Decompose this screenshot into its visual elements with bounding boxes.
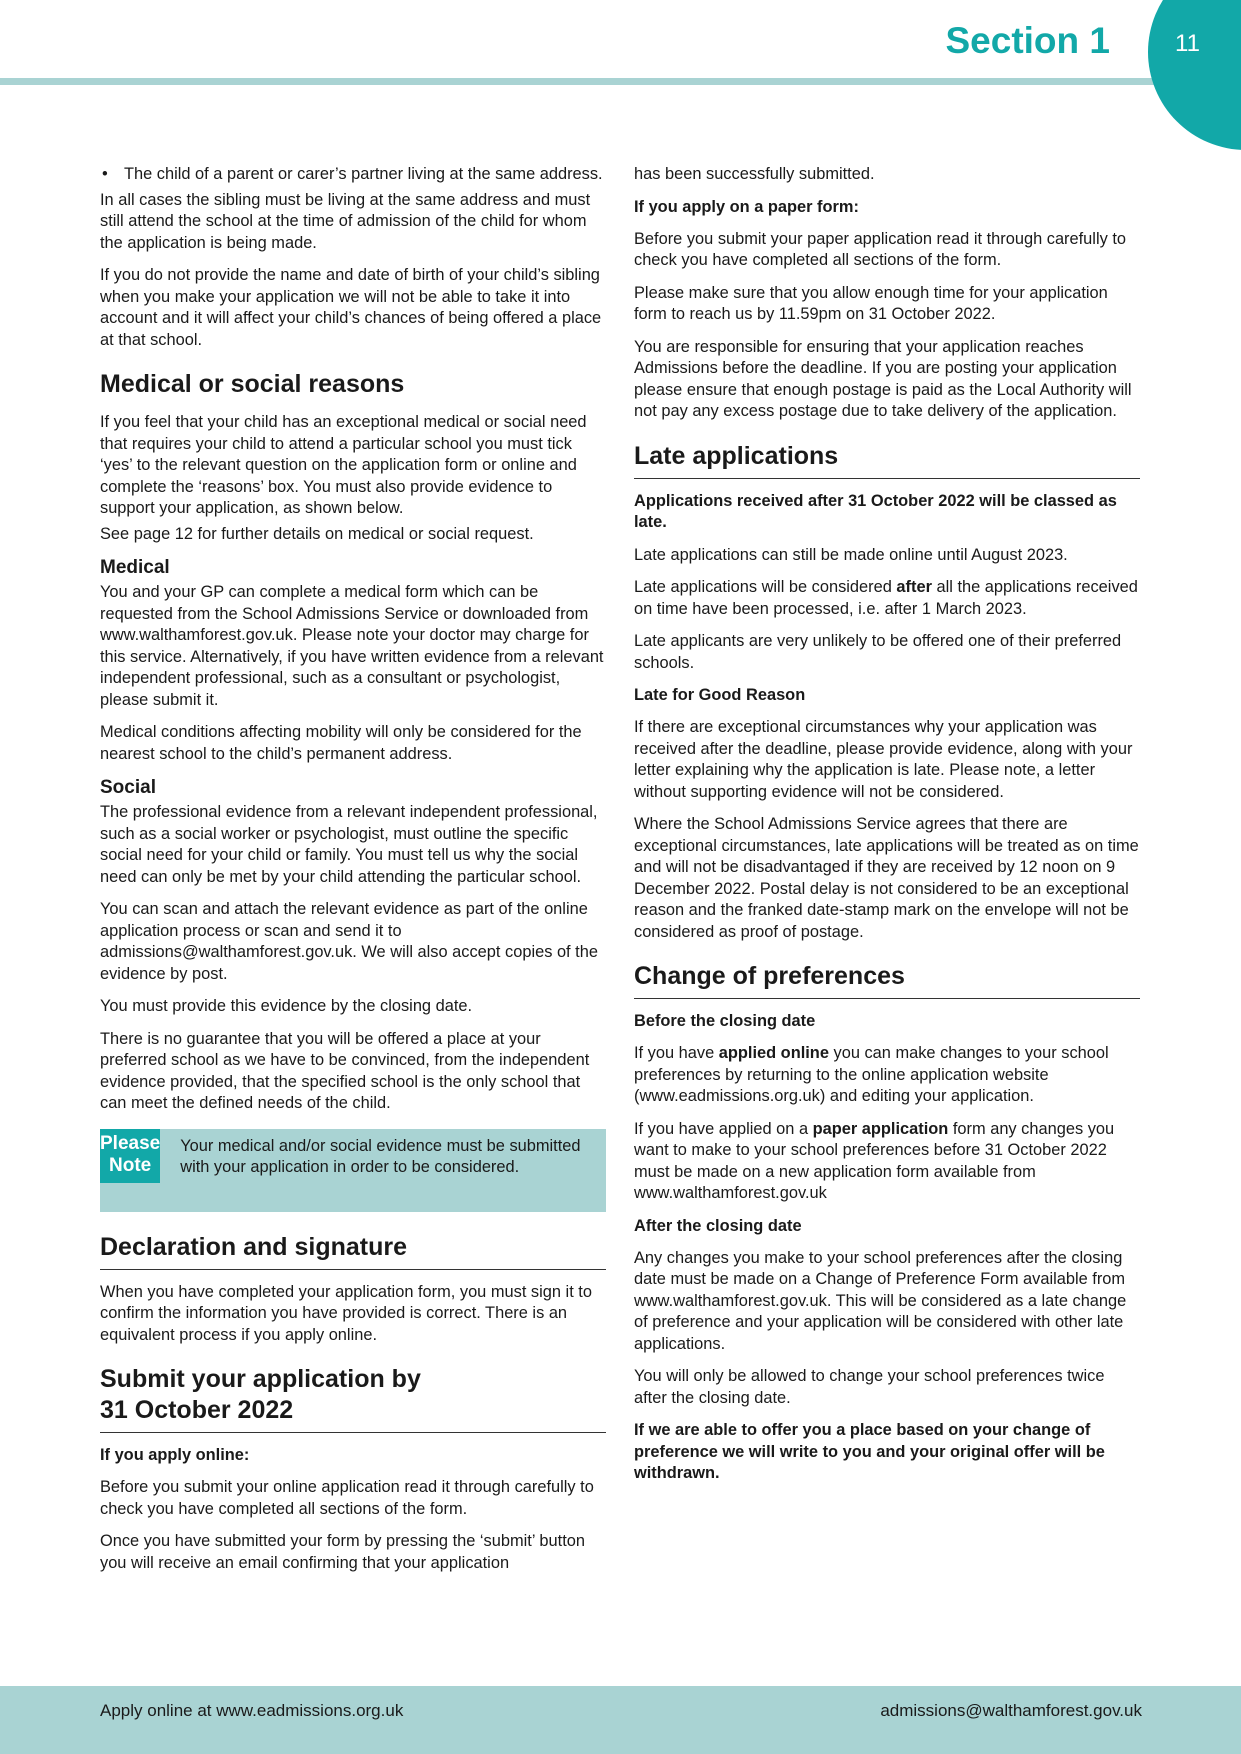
paragraph: Please make sure that you allow enough time for your application form to reach us by 11.59pm on 31 October 2022. [634,283,1108,323]
paragraph: You and your GP can complete a medical form which can be requested from the School Admissions Service or downloaded from www.walthamforest.gov.uk. Please note your doctor may charge for this service. Alternatively, if you have written evidence from a relevant independent professional, such as a consultant or psychologist, please submit it. [100,583,604,709]
text-run-bold: paper application [812,1119,949,1138]
header-rule [0,78,1241,85]
footer-email: admissions@walthamforest.gov.uk [880,1701,1142,1720]
paragraph [634,577,1140,620]
page-number-circle [1148,0,1241,150]
heading-medical: Medical [100,557,170,578]
please-note-text: Your medical and/or social evidence must be submitted with your application in order to be considered. [180,1136,581,1176]
paragraph [634,1119,1140,1205]
paragraph: See page 12 for further details on medical or social request. [100,524,534,543]
heading-social: Social [100,777,156,798]
note-label-line: Note [109,1154,152,1176]
subheading-after-closing: After the closing date [634,1216,802,1235]
heading-declaration: Declaration and signature [100,1232,606,1270]
paragraph: You are responsible for ensuring that your application reaches Admissions before the deadline. If you are posting your application please ensure that enough postage is paid as the Local Authority will not pay any excess postage due to take delivery of the application. [634,337,1132,420]
text-run-bold: after [896,578,932,596]
paragraph: Before you submit your online application read it through carefully to check you have completed all sections of the form. [100,1478,594,1518]
heading-line: 31 October 2022 [100,1396,294,1424]
paragraph: If you feel that your child has an exceptional medical or social need that requires your child to attend a particular school you must tick ‘yes’ to the relevant question on the application form or online and complete the ‘reasons’ box. You must also provide evidence to support your application, as shown below. [100,413,587,517]
footer-website: Apply online at www.eadmissions.org.uk [100,1701,404,1720]
text-run: If you have applied on a [634,1119,813,1138]
text-run: If you have [634,1044,719,1062]
paragraph: In all cases the sibling must be living at the same address and must still attend the school at the time of admission of the child for whom the application is being made. [100,190,591,252]
please-note-label [100,1129,160,1183]
paragraph: Once you have submitted your form by pressing the ‘submit’ button you will receive an email confirming that your application [100,1532,585,1572]
paragraph: If there are exceptional circumstances why your application was received after the deadline, please provide evidence, along with your letter explaining why the application is late. Please note, a letter without supporting evidence will not be considered. [634,718,1133,801]
subheading-before-closing: Before the closing date [634,1012,816,1030]
paragraph-bold: Applications received after 31 October 2022 will be classed as late. [634,491,1117,531]
paragraph [634,1043,1140,1108]
paragraph: Late applicants are very unlikely to be offered one of their preferred schools. [634,632,1122,672]
heading-medical-social: Medical or social reasons [100,370,405,398]
paragraph: There is no guarantee that you will be offered a place at your preferred school as we have to be convinced, from the independent evidence provided, that the specified school is the only school that can meet the defined needs of the child. [100,1029,590,1112]
text-run: form any changes you want to make to your school preferences before 31 October 2022 must be made on a new application form available from www.walthamforest.gov.uk [634,1119,1115,1202]
text-run: you can make changes to your school preferences by returning to the online application website (www.eadmissions.org.uk) and editing your application. [634,1044,1109,1105]
heading-line: Submit your application by [100,1365,421,1393]
paragraph: Late applications can still be made online until August 2023. [634,545,1068,564]
text-run: Late applications will be considered [634,578,897,596]
text-run-bold: applied online [718,1044,829,1062]
paragraph-bold: If we are able to offer you a place based on your change of preference we will write to you and your original offer will be withdrawn. [634,1421,1105,1482]
subheading-paper: If you apply on a paper form: [634,197,859,216]
right-column [634,164,1140,1496]
left-column [100,164,606,1585]
page-number: 11 [1175,30,1200,57]
heading-submit [100,1364,606,1433]
paragraph: Any changes you make to your school preferences after the closing date must be made on a Change of Preference Form available from www.walthamforest.gov.uk. This will be considered as a late change of preference and your application will be considered with other late applications. [634,1248,1127,1353]
list-item [100,164,606,186]
text-run: all the applications received on time have been processed, i.e. after 1 March 2023. [634,578,1138,618]
paragraph: You will only be allowed to change your school preferences twice after the closing date. [634,1367,1105,1407]
section-title: Section 1 [945,20,1110,61]
heading-change-of-preferences: Change of preferences [634,961,1140,999]
paragraph: Where the School Admissions Service agrees that there are exceptional circumstances, late applications will be treated as on time and will not be disadvantaged if they are received by 12 noon on 9 December 2022. Postal delay is not considered to be an exceptional reason and the franked date-stamp mark on the envelope will not be considered as proof of postage. [634,815,1139,941]
paragraph: The professional evidence from a relevant independent professional, such as a social worker or psychologist, must outline the specific social need for your child or family. You must tell us why the social need can only be met by your child attending the particular school. [100,803,598,886]
heading-late-applications: Late applications [634,441,1140,479]
paragraph: If you do not provide the name and date of birth of your child’s sibling when you make your application we will not be able to take it into account and it will affect your child’s chances of being offered a place at that school. [100,266,602,349]
paragraph: Medical conditions affecting mobility will only be considered for the nearest school to the child’s permanent address. [100,723,582,763]
bullet-icon: • [102,165,108,183]
subheading-online: If you apply online: [100,1446,250,1464]
please-note-box [100,1129,606,1212]
paragraph: You must provide this evidence by the closing date. [100,997,473,1015]
paragraph: Before you submit your paper application read it through carefully to check you have completed all sections of the form. [634,229,1126,269]
subheading-good-reason: Late for Good Reason [634,686,806,704]
note-label-line: Please [100,1132,161,1154]
paragraph: You can scan and attach the relevant evidence as part of the online application process or scan and send it to admissions@walthamforest.gov.uk. We will also accept copies of the evidence by post. [100,900,598,983]
paragraph: has been successfully submitted. [634,165,875,183]
bullet-text: The child of a parent or carer’s partner living at the same address. [124,165,603,183]
paragraph: When you have completed your application form, you must sign it to confirm the information you have provided is correct. There is an equivalent process if you apply online. [100,1282,592,1344]
